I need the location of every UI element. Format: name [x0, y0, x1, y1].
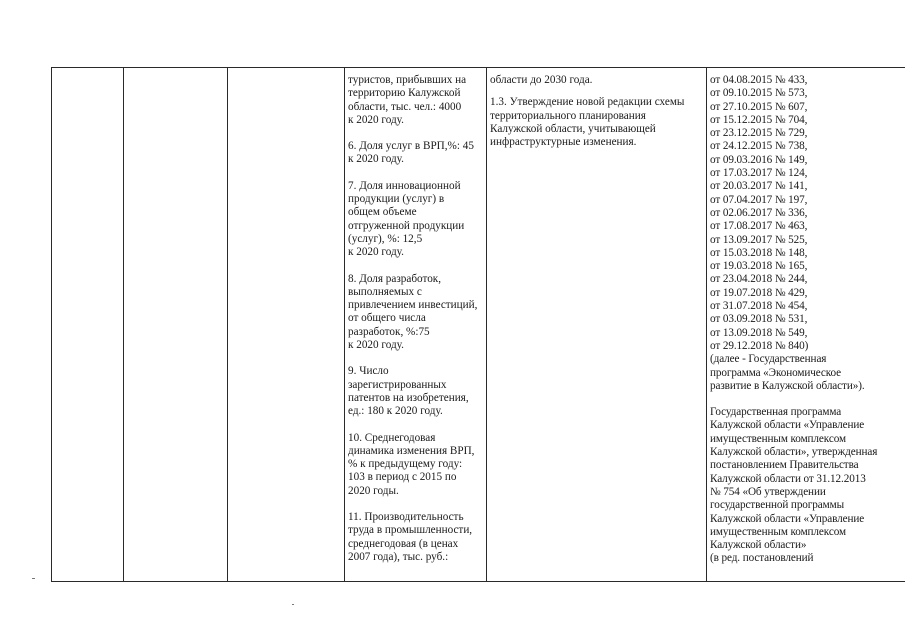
table-cell-empty [228, 68, 345, 582]
table-cell-empty [52, 68, 124, 582]
indicator-paragraph: 10. Среднегодовая динамика изменения ВРП, % к предыдущему году: 103 в период с 2015 по 2020 годы. [348, 431, 475, 497]
table-cell-measures [487, 68, 707, 582]
measure-paragraph: 1.3. Утверждение новой редакции схемы территориального планирования Калужской области, учитывающей инфраструктурные изменения. [490, 96, 685, 149]
table-cell-empty [124, 68, 228, 582]
indicator-paragraph: 9. Число зарегистрированных патентов на изобретения, ед.: 180 к 2020 году. [348, 365, 469, 418]
scan-speck [292, 604, 294, 605]
indicator-paragraph: 7. Доля инновационной продукции (услуг) в общем объеме отгруженной продукции (услуг), %: 12,5 к 2020 году. [348, 179, 465, 259]
indicator-paragraph: туристов, прибывших на территорию Калужской области, тыс. чел.: 4000 к 2020 году. [348, 74, 467, 126]
table-row [52, 68, 905, 582]
indicator-paragraph: 8. Доля разработок, выполняемых с привлечением инвестиций, от общего числа разработок, %:75 к 2020 году. [348, 272, 478, 352]
indicator-paragraph: 6. Доля услуг в ВРП,%: 45 к 2020 году. [348, 140, 474, 166]
indicator-paragraph: 11. Производительность труда в промышленности, среднегодовая (в ценах 2007 года), тыс. руб.: [348, 511, 473, 563]
document-table [51, 67, 905, 582]
table-cell-programs [707, 68, 905, 582]
program-paragraph: Государственная программа Калужской области «Управление имущественным комплексом Калужской области», утвержденная постановлением Правительства Калужской области от 31.12.2013 № 754 «Об утверждении государственной программы Калужской области «Управление имущественным комплексом Калужской области» (в ред. постановлений [710, 406, 878, 565]
table-cell-target-indicators [345, 68, 487, 582]
scan-speck [32, 578, 35, 579]
program-paragraph: от 04.08.2015 № 433, от 09.10.2015 № 573, от 27.10.2015 № 607, от 15.12.2015 № 704, от 23.12.2015 № 729, от 24.12.2015 № 738, от 09.03.2016 № 149, от 17.03.2017 № 124, от 20.03.2017 № 141, от 07.04.2017 № 197, от 02.06.2017 № 336, от 17.08.2017 № 463, от 13.09.2017 № 525, от 15.03.2018 № 148, от 19.03.2018 № 165, от 23.04.2018 № 244, от 19.07.2018 № 429, от 31.07.2018 № 454, от 03.09.2018 № 531, от 13.09.2018 № 549, от 29.12.2018 № 840) (далее - Государственная программа «Экономическое развитие в Калужской области»). [710, 74, 865, 392]
measure-paragraph: области до 2030 года. [490, 74, 593, 86]
